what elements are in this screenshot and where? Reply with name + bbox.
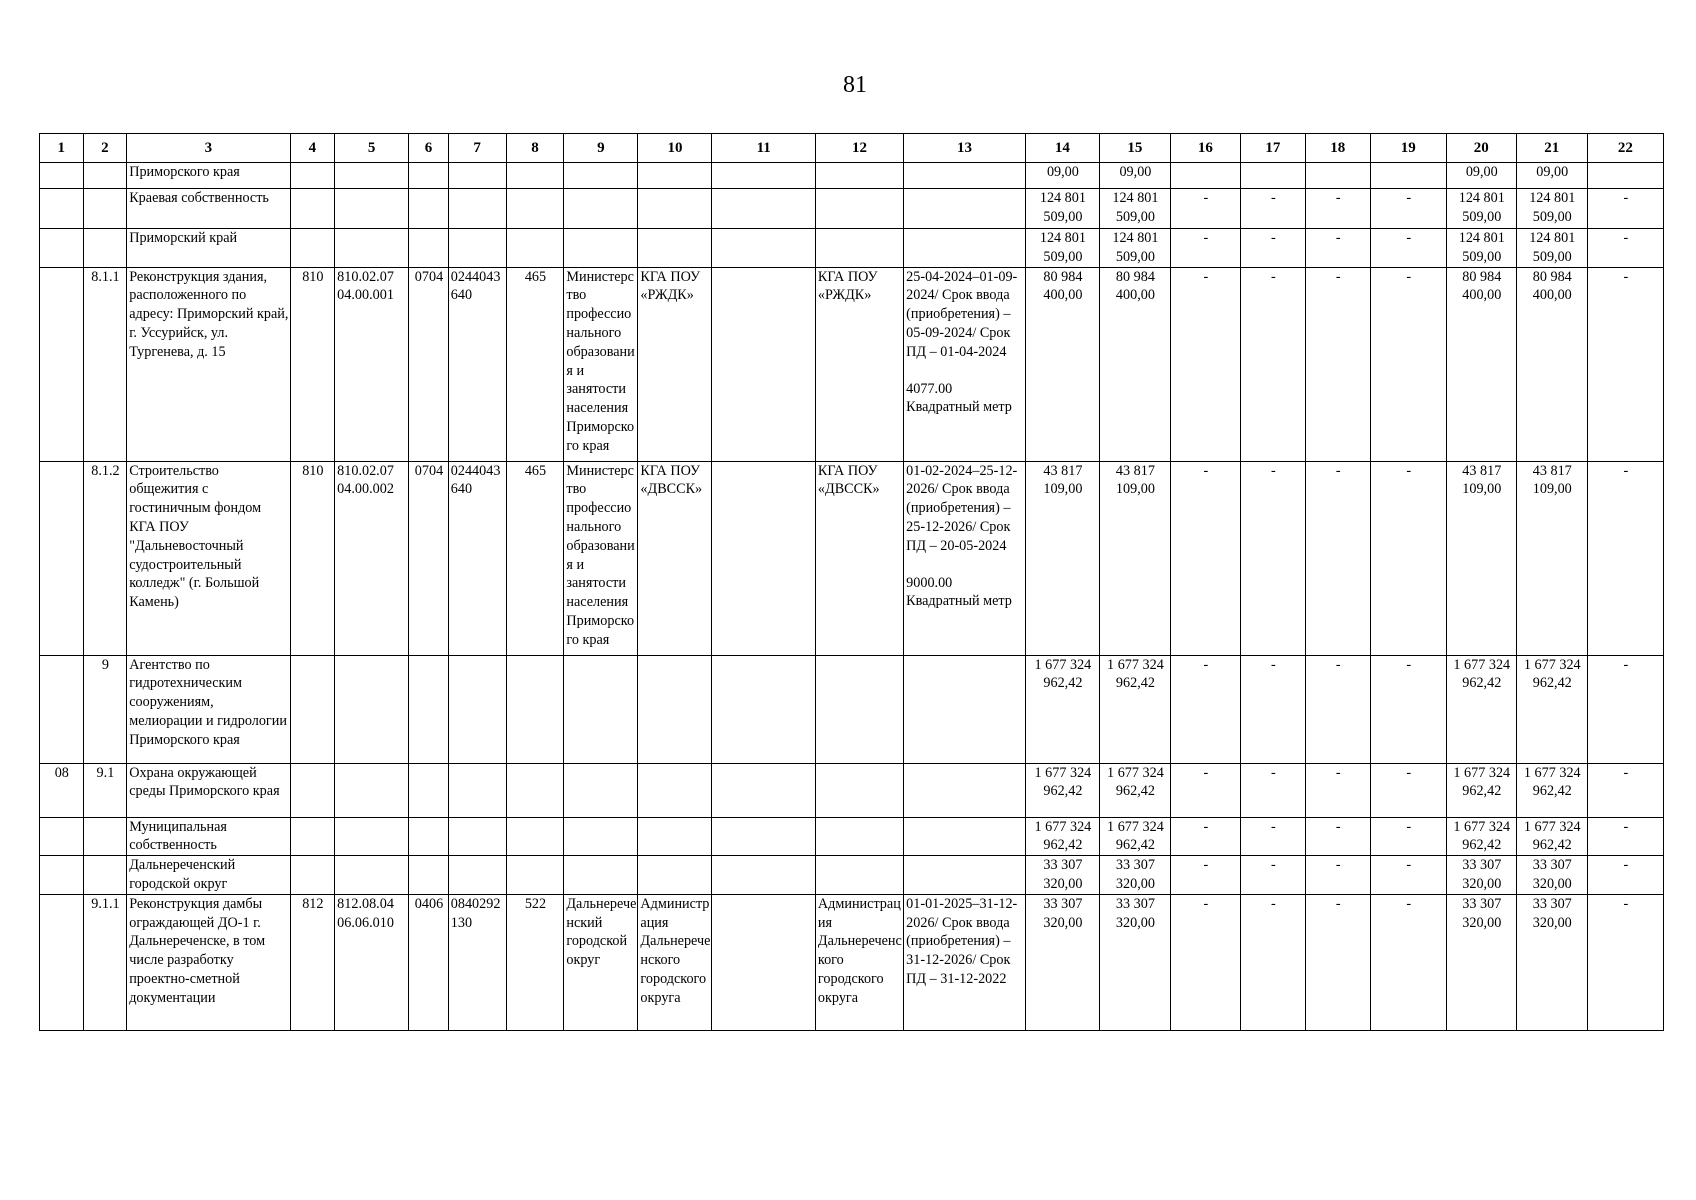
table-cell-col-1 <box>40 163 84 189</box>
table-cell-col-10 <box>638 817 712 856</box>
table-cell-col-13 <box>904 763 1026 817</box>
table-cell-col-3: Реконструкция здания, расположенного по адресу: Приморский край, г. Уссурийск, ул. Тургенева, д. 15 <box>127 267 290 461</box>
column-header-13: 13 <box>904 134 1026 163</box>
table-cell-col-18: - <box>1305 267 1370 461</box>
column-header-1: 1 <box>40 134 84 163</box>
column-header-3: 3 <box>127 134 290 163</box>
table-cell-col-19: - <box>1370 189 1446 229</box>
table-cell-col-13 <box>904 267 1026 461</box>
table-cell-col-13 <box>904 189 1026 229</box>
column-header-4: 4 <box>290 134 335 163</box>
table-cell-col-8: 465 <box>506 461 564 655</box>
table-cell-col-12 <box>815 817 903 856</box>
table-cell-col-15: 1 677 324 962,42 <box>1099 817 1170 856</box>
table-cell-col-9 <box>564 189 638 229</box>
table-cell-col-11 <box>712 655 815 763</box>
table-cell-col-22: - <box>1587 189 1663 229</box>
table-cell-col-3: Приморского края <box>127 163 290 189</box>
table-cell-col-4: 810 <box>290 267 335 461</box>
table-cell-col-13 <box>904 817 1026 856</box>
table-row <box>40 229 1664 268</box>
table-cell-col-2 <box>83 817 127 856</box>
table-cell-col-17: - <box>1240 856 1305 895</box>
column-header-18: 18 <box>1305 134 1370 163</box>
table-row <box>40 817 1664 856</box>
table-cell-col-15: 33 307 320,00 <box>1099 894 1170 1030</box>
table-cell-col-8 <box>506 163 564 189</box>
table-cell-col-20: 33 307 320,00 <box>1446 894 1516 1030</box>
table-cell-col-15: 43 817 109,00 <box>1099 461 1170 655</box>
table-cell-col-5 <box>335 763 409 817</box>
column-header-17: 17 <box>1240 134 1305 163</box>
column-header-16: 16 <box>1170 134 1240 163</box>
table-cell-col-2: 9 <box>83 655 127 763</box>
column-header-21: 21 <box>1516 134 1587 163</box>
table-cell-col-9 <box>564 229 638 268</box>
table-cell-col-6: 0704 <box>409 267 449 461</box>
column-header-15: 15 <box>1099 134 1170 163</box>
table-cell-col-21: 1 677 324 962,42 <box>1516 655 1587 763</box>
table-cell-col-8 <box>506 856 564 895</box>
table-cell-col-5 <box>335 817 409 856</box>
table-row <box>40 163 1664 189</box>
table-cell-col-4 <box>290 856 335 895</box>
table-cell-col-16: - <box>1170 763 1240 817</box>
table-cell-col-11 <box>712 267 815 461</box>
table-cell-col-7 <box>448 655 506 763</box>
table-cell-col-19 <box>1370 163 1446 189</box>
table-row <box>40 894 1664 1030</box>
table-cell-col-15: 80 984 400,00 <box>1099 267 1170 461</box>
table-cell-col-7 <box>448 229 506 268</box>
table-cell-col-5 <box>335 856 409 895</box>
table-cell-col-1 <box>40 461 84 655</box>
table-cell-col-2: 8.1.1 <box>83 267 127 461</box>
table-cell-col-6 <box>409 856 449 895</box>
table-cell-col-22: - <box>1587 267 1663 461</box>
table-cell-col-6 <box>409 163 449 189</box>
table-cell-col-22: - <box>1587 229 1663 268</box>
table-cell-col-3: Охрана окружающей среды Приморского края <box>127 763 290 817</box>
table-cell-col-11 <box>712 856 815 895</box>
table-cell-col-21: 33 307 320,00 <box>1516 856 1587 895</box>
page-number: 81 <box>843 72 867 98</box>
table-cell-col-19: - <box>1370 461 1446 655</box>
table-cell-col-17: - <box>1240 267 1305 461</box>
table-cell-col-5 <box>335 655 409 763</box>
column-header-20: 20 <box>1446 134 1516 163</box>
column-header-5: 5 <box>335 134 409 163</box>
table-cell-col-11 <box>712 461 815 655</box>
table-cell-col-20: 33 307 320,00 <box>1446 856 1516 895</box>
table-cell-col-6 <box>409 189 449 229</box>
table-cell-col-18: - <box>1305 817 1370 856</box>
table-cell-col-1 <box>40 189 84 229</box>
table-cell-col-21: 33 307 320,00 <box>1516 894 1587 1030</box>
table-cell-col-4 <box>290 163 335 189</box>
table-cell-col-14: 124 801 509,00 <box>1025 229 1099 268</box>
column-header-19: 19 <box>1370 134 1446 163</box>
table-cell-col-15: 1 677 324 962,42 <box>1099 655 1170 763</box>
table-cell-col-9: Министерство профессионального образования и занятости населения Приморского края <box>564 267 638 461</box>
table-cell-col-8: 522 <box>506 894 564 1030</box>
table-cell-col-4 <box>290 655 335 763</box>
table-cell-col-10 <box>638 189 712 229</box>
table-cell-col-2 <box>83 163 127 189</box>
table-cell-col-12 <box>815 856 903 895</box>
table-cell-col-6 <box>409 817 449 856</box>
capacity-text: 4077.00 Квадратный метр <box>906 380 1012 416</box>
table-cell-col-18: - <box>1305 461 1370 655</box>
table-cell-col-12: КГА ПОУ «ДВССК» <box>815 461 903 655</box>
table-cell-col-11 <box>712 894 815 1030</box>
table-cell-col-19: - <box>1370 856 1446 895</box>
table-cell-col-4 <box>290 817 335 856</box>
table-cell-col-14: 33 307 320,00 <box>1025 894 1099 1030</box>
table-cell-col-12 <box>815 229 903 268</box>
table-cell-col-13 <box>904 163 1026 189</box>
table-cell-col-4 <box>290 189 335 229</box>
table-cell-col-3: Муниципальная собственность <box>127 817 290 856</box>
table-cell-col-9 <box>564 163 638 189</box>
table-cell-col-20: 1 677 324 962,42 <box>1446 817 1516 856</box>
table-cell-col-7 <box>448 856 506 895</box>
data-table <box>39 133 1664 1031</box>
table-cell-col-20: 1 677 324 962,42 <box>1446 763 1516 817</box>
table-cell-col-22: - <box>1587 817 1663 856</box>
table-cell-col-7 <box>448 163 506 189</box>
column-header-11: 11 <box>712 134 815 163</box>
table-row <box>40 267 1664 461</box>
table-cell-col-16 <box>1170 163 1240 189</box>
table-cell-col-15: 09,00 <box>1099 163 1170 189</box>
column-header-2: 2 <box>83 134 127 163</box>
table-cell-col-1 <box>40 894 84 1030</box>
table-cell-col-21: 43 817 109,00 <box>1516 461 1587 655</box>
table-cell-col-15: 124 801 509,00 <box>1099 229 1170 268</box>
table-cell-col-8 <box>506 189 564 229</box>
table-cell-col-21: 1 677 324 962,42 <box>1516 763 1587 817</box>
table-cell-col-11 <box>712 229 815 268</box>
table-cell-col-10 <box>638 655 712 763</box>
table-cell-col-7 <box>448 817 506 856</box>
table-cell-col-2 <box>83 856 127 895</box>
table-cell-col-20: 124 801 509,00 <box>1446 189 1516 229</box>
table-cell-col-20: 09,00 <box>1446 163 1516 189</box>
table-cell-col-5 <box>335 229 409 268</box>
table-cell-col-9 <box>564 655 638 763</box>
table-cell-col-12 <box>815 763 903 817</box>
table-cell-col-21: 80 984 400,00 <box>1516 267 1587 461</box>
table-cell-col-8 <box>506 229 564 268</box>
table-cell-col-13 <box>904 229 1026 268</box>
table-cell-col-3: Реконструкция дамбы ограждающей ДО-1 г. Дальнереченске, в том числе разработку проектно-сметной документации <box>127 894 290 1030</box>
table-cell-col-14: 80 984 400,00 <box>1025 267 1099 461</box>
column-header-22: 22 <box>1587 134 1663 163</box>
table-cell-col-1 <box>40 229 84 268</box>
table-cell-col-2: 9.1.1 <box>83 894 127 1030</box>
table-cell-col-9: Министерство профессионального образования и занятости населения Приморского края <box>564 461 638 655</box>
table-cell-col-12: Администрация Дальнереченского городского округа <box>815 894 903 1030</box>
table-cell-col-12: КГА ПОУ «РЖДК» <box>815 267 903 461</box>
table-cell-col-5: 810.02.07 04.00.002 <box>335 461 409 655</box>
table-cell-col-19: - <box>1370 229 1446 268</box>
table-cell-col-11 <box>712 763 815 817</box>
table-cell-col-17: - <box>1240 817 1305 856</box>
table-cell-col-22: - <box>1587 894 1663 1030</box>
table-cell-col-14: 33 307 320,00 <box>1025 856 1099 895</box>
table-cell-col-6: 0406 <box>409 894 449 1030</box>
table-cell-col-2: 9.1 <box>83 763 127 817</box>
table-cell-col-12 <box>815 163 903 189</box>
table-cell-col-16: - <box>1170 461 1240 655</box>
table-cell-col-10 <box>638 229 712 268</box>
table-row <box>40 189 1664 229</box>
table-cell-col-8 <box>506 817 564 856</box>
table-cell-col-21: 124 801 509,00 <box>1516 229 1587 268</box>
table-cell-col-9 <box>564 763 638 817</box>
table-cell-col-6 <box>409 763 449 817</box>
column-header-6: 6 <box>409 134 449 163</box>
table-cell-col-10 <box>638 856 712 895</box>
column-header-10: 10 <box>638 134 712 163</box>
table-cell-col-9: Дальнереченский городской округ <box>564 894 638 1030</box>
table-cell-col-15: 124 801 509,00 <box>1099 189 1170 229</box>
table-cell-col-22: - <box>1587 763 1663 817</box>
table-cell-col-4: 812 <box>290 894 335 1030</box>
table-cell-col-11 <box>712 163 815 189</box>
capacity-text: 9000.00 Квадратный метр <box>906 574 1012 610</box>
table-cell-col-16: - <box>1170 267 1240 461</box>
table-cell-col-9 <box>564 817 638 856</box>
table-cell-col-5 <box>335 163 409 189</box>
table-cell-col-18: - <box>1305 189 1370 229</box>
table-cell-col-16: - <box>1170 655 1240 763</box>
table-cell-col-17: - <box>1240 894 1305 1030</box>
table-cell-col-17: - <box>1240 655 1305 763</box>
table-cell-col-17: - <box>1240 461 1305 655</box>
table-cell-col-2 <box>83 189 127 229</box>
header-row <box>40 134 1664 163</box>
period-text: 25-04-2024–01-09-2024/ Срок ввода (приобретения) – 05-09-2024/ Срок ПД – 01-04-2024 <box>906 268 1018 360</box>
table-cell-col-11 <box>712 817 815 856</box>
table-cell-col-19: - <box>1370 894 1446 1030</box>
table-cell-col-12 <box>815 189 903 229</box>
column-header-9: 9 <box>564 134 638 163</box>
table-cell-col-2: 8.1.2 <box>83 461 127 655</box>
table-cell-col-14: 124 801 509,00 <box>1025 189 1099 229</box>
table-cell-col-4: 810 <box>290 461 335 655</box>
table-cell-col-2 <box>83 229 127 268</box>
table-row <box>40 856 1664 895</box>
table-row <box>40 655 1664 763</box>
table-cell-col-11 <box>712 189 815 229</box>
table-cell-col-3: Дальнереченский городской округ <box>127 856 290 895</box>
table-cell-col-20: 43 817 109,00 <box>1446 461 1516 655</box>
table-cell-col-7: 0244043640 <box>448 267 506 461</box>
table-cell-col-17: - <box>1240 189 1305 229</box>
table-cell-col-1 <box>40 655 84 763</box>
table-cell-col-3: Краевая собственность <box>127 189 290 229</box>
table-cell-col-13 <box>904 856 1026 895</box>
table-cell-col-1 <box>40 856 84 895</box>
table-cell-col-1 <box>40 267 84 461</box>
table-cell-col-17: - <box>1240 229 1305 268</box>
table-cell-col-5: 810.02.07 04.00.001 <box>335 267 409 461</box>
table-cell-col-21: 1 677 324 962,42 <box>1516 817 1587 856</box>
table-cell-col-6 <box>409 655 449 763</box>
table-cell-col-18: - <box>1305 763 1370 817</box>
table-cell-col-20: 80 984 400,00 <box>1446 267 1516 461</box>
table-cell-col-13: 01-01-2025–31-12-2026/ Срок ввода (приобретения) – 31-12-2026/ Срок ПД – 31-12-2022 <box>904 894 1026 1030</box>
table-cell-col-4 <box>290 229 335 268</box>
table-cell-col-18: - <box>1305 856 1370 895</box>
table-cell-col-17: - <box>1240 763 1305 817</box>
table-cell-col-16: - <box>1170 894 1240 1030</box>
table-cell-col-4 <box>290 763 335 817</box>
table-cell-col-14: 1 677 324 962,42 <box>1025 655 1099 763</box>
column-header-7: 7 <box>448 134 506 163</box>
table-cell-col-8 <box>506 655 564 763</box>
table-cell-col-5: 812.08.04 06.06.010 <box>335 894 409 1030</box>
table-cell-col-7 <box>448 763 506 817</box>
table-cell-col-14: 1 677 324 962,42 <box>1025 763 1099 817</box>
table-cell-col-19: - <box>1370 763 1446 817</box>
table-cell-col-9 <box>564 856 638 895</box>
table-cell-col-19: - <box>1370 267 1446 461</box>
table-cell-col-14: 43 817 109,00 <box>1025 461 1099 655</box>
table-cell-col-18: - <box>1305 655 1370 763</box>
table-cell-col-12 <box>815 655 903 763</box>
table-cell-col-5 <box>335 189 409 229</box>
table-cell-col-20: 1 677 324 962,42 <box>1446 655 1516 763</box>
table-cell-col-18: - <box>1305 229 1370 268</box>
column-header-14: 14 <box>1025 134 1099 163</box>
table-cell-col-7: 0244043640 <box>448 461 506 655</box>
table-cell-col-6: 0704 <box>409 461 449 655</box>
table-cell-col-16: - <box>1170 817 1240 856</box>
table-cell-col-17 <box>1240 163 1305 189</box>
table-cell-col-7 <box>448 189 506 229</box>
period-text: 01-02-2024–25-12-2026/ Срок ввода (приобретения) – 25-12-2026/ Срок ПД – 20-05-2024 <box>906 462 1018 554</box>
table-cell-col-3: Агентство по гидротехническим сооружениям, мелиорации и гидрологии Приморского края <box>127 655 290 763</box>
table-cell-col-10: КГА ПОУ «ДВССК» <box>638 461 712 655</box>
table-cell-col-22: - <box>1587 461 1663 655</box>
table-cell-col-15: 1 677 324 962,42 <box>1099 763 1170 817</box>
table-cell-col-19: - <box>1370 817 1446 856</box>
table-row <box>40 763 1664 817</box>
table-cell-col-14: 1 677 324 962,42 <box>1025 817 1099 856</box>
table-cell-col-22 <box>1587 163 1663 189</box>
table-row <box>40 461 1664 655</box>
table-cell-col-8 <box>506 763 564 817</box>
table-cell-col-16: - <box>1170 189 1240 229</box>
table-cell-col-13 <box>904 655 1026 763</box>
table-cell-col-21: 09,00 <box>1516 163 1587 189</box>
table-cell-col-15: 33 307 320,00 <box>1099 856 1170 895</box>
table-cell-col-16: - <box>1170 229 1240 268</box>
table-cell-col-1: 08 <box>40 763 84 817</box>
table-cell-col-3: Строительство общежития с гостиничным фондом КГА ПОУ "Дальневосточный судостроительный колледж" (г. Большой Камень) <box>127 461 290 655</box>
table-cell-col-10 <box>638 163 712 189</box>
table-cell-col-16: - <box>1170 856 1240 895</box>
table-cell-col-22: - <box>1587 655 1663 763</box>
table-cell-col-10: КГА ПОУ «РЖДК» <box>638 267 712 461</box>
table-cell-col-13 <box>904 461 1026 655</box>
table-cell-col-22: - <box>1587 856 1663 895</box>
table-cell-col-7: 0840292130 <box>448 894 506 1030</box>
table-cell-col-1 <box>40 817 84 856</box>
table-cell-col-14: 09,00 <box>1025 163 1099 189</box>
table-cell-col-8: 465 <box>506 267 564 461</box>
table-cell-col-20: 124 801 509,00 <box>1446 229 1516 268</box>
table-cell-col-18 <box>1305 163 1370 189</box>
table-cell-col-19: - <box>1370 655 1446 763</box>
table-cell-col-10 <box>638 763 712 817</box>
table-cell-col-10: Администрация Дальнереченского городского округа <box>638 894 712 1030</box>
table-cell-col-21: 124 801 509,00 <box>1516 189 1587 229</box>
table-cell-col-6 <box>409 229 449 268</box>
column-header-12: 12 <box>815 134 903 163</box>
table-cell-col-3: Приморский край <box>127 229 290 268</box>
table-cell-col-18: - <box>1305 894 1370 1030</box>
column-header-8: 8 <box>506 134 564 163</box>
